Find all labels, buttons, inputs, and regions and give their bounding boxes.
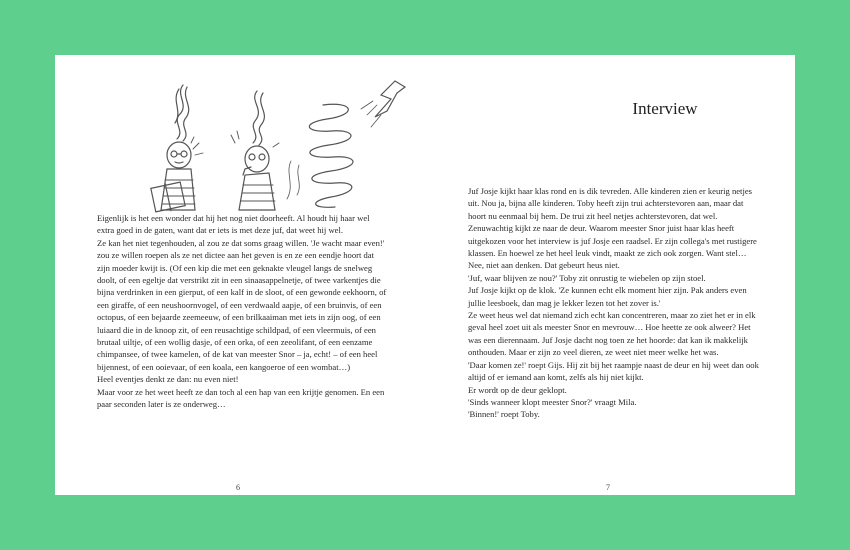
chapter-title: Interview: [632, 99, 698, 118]
left-page-text: [97, 212, 387, 411]
right-page: [425, 55, 795, 495]
paragraph: Maar voor ze het weet heeft ze dan toch al een hap van een krijtje genomen. En een paar seconden later is ze onderweg…: [97, 386, 385, 410]
paragraph: Er wordt op de deur geklopt.: [468, 384, 567, 395]
paragraph: Juf Josje kijkt op de klok. 'Ze kunnen echt elk moment hier zijn. Pak anders even jullie leesboek, dan mag je lekker lezen tot het zover is.': [468, 285, 747, 308]
left-page: [55, 55, 425, 495]
sketch-illustration: [95, 65, 415, 225]
paragraph: Ze kan het niet tegenhouden, al zou ze dat soms graag willen. 'Je wacht maar even!' zou ze willen roepen als ze net dictee aan het geven is en ze een eendje hoort dat zijn moeder kwijt is. (Of een kip die met een geknakte vleugel langs de snelweg doolt, of een egeltje dat verstrikt zit in een sinaasappelnetje, of twee varkentjes die bijna verdrinken in een gierput, of een kalf in de sloot, of een gewonde eekhoorn, of een giraffe, of een neushoornvogel, of een verdwaald aapje, of een bruinvis, of een octopus, of een bejaarde zeemeeuw, of een brilkaaiman met iets in zijn oog, of een luiaard die in de knoop zit, of een reusachtige schildpad, of een vleermuis, of een brutaal uiltje, of een wollig dasje, of een orka, of een zeeolifant, of een eenzame chimpansee, of twee kamelen, of de kat van meester Snor – ja, echt! – of een heel bijennest, of een ooievaar, of een koala, een kangoeroe of een wombat…): [97, 237, 387, 372]
page-number-right: 7: [606, 483, 610, 492]
paragraph: Juf Josje kijkt haar klas rond en is dik tevreden. Alle kinderen zien er keurig netjes uit. Nou ja, bijna alle kinderen. Toby heeft zijn trui achterstevoren aan, maar dat hoort nu eenmaal bij hem. De trui zit heel netjes achterstevoren, dat wel.: [468, 186, 752, 221]
paragraph: Eigenlijk is het een wonder dat hij het nog niet doorheeft. Al houdt hij haar wel extra goed in de gaten, want dat er iets is met deze juf, dat weet hij wel.: [97, 213, 370, 236]
paragraph: Zenuwachtig kijkt ze naar de deur. Waarom meester Snor juist haar klas heeft uitgekozen voor het interview is juf Josje een raadsel. Er zijn collega's met rustigere klassen. En hoewel ze het heel leuk vindt, maakt ze zich ook zorgen. Want stel… Nee, niet aan denken. Dat gebeurt heus niet.: [468, 223, 757, 271]
right-page-text: [468, 185, 760, 421]
paragraph: 'Daar komen ze!' roept Gijs. Hij zit bij het raampje naast de deur en hij weet dan ook altijd of er iemand aan komt, zelfs als hij niet kijkt.: [468, 359, 759, 383]
paragraph: 'Sinds wanneer klopt meester Snor?' vraagt Mila.: [468, 396, 637, 407]
paragraph: 'Juf, waar blijven ze nou?' Toby zit onrustig te wiebelen op zijn stoel.: [468, 272, 706, 283]
paragraph: 'Binnen!' roept Toby.: [468, 409, 540, 420]
paragraph: Heel eventjes denkt ze dan: nu even niet!: [97, 374, 239, 385]
page-number-left: 6: [236, 483, 240, 492]
book-spread: [55, 55, 795, 495]
paragraph: Ze weet heus wel dat niemand zich echt kan concentreren, maar zo ziet het er in elk geval heel zoet uit als meester Snor en mevrouw… Hoe heette ze ook alweer? Het was een dierennaam. Juf Josje dacht nog toen ze het hoorde: dat kan ik makkelijk onthouden. Maar er zijn zo veel dieren, ze weet niet meer welke het was.: [468, 310, 756, 358]
